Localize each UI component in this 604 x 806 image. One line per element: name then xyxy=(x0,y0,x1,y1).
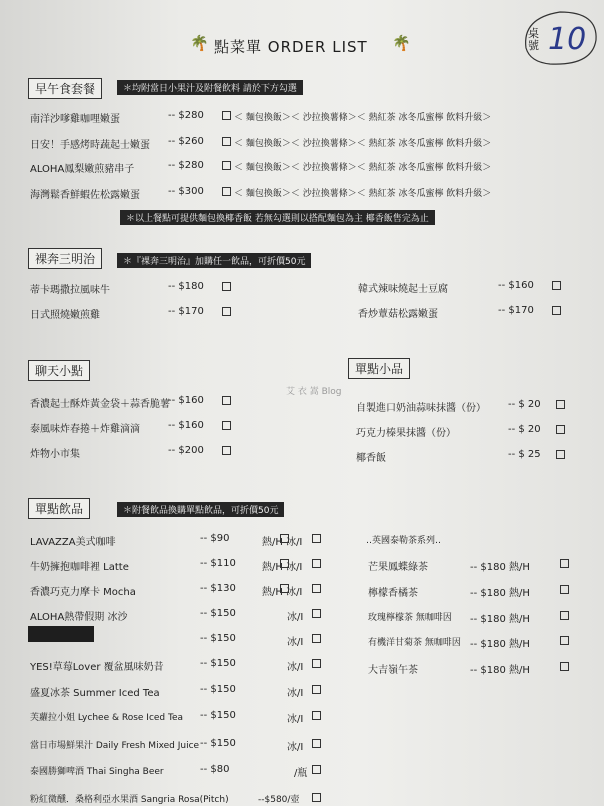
side-item-price: -- $ 20 xyxy=(508,424,541,435)
section-title-brunch: 早午食套餐 xyxy=(28,78,102,99)
brunch-item-checkbox[interactable] xyxy=(222,161,231,170)
drink-item-name: 芙蘿拉小姐 Lychee & Rose Iced Tea xyxy=(30,713,184,723)
brunch-item-name: 南洋沙嗲雞咖哩嫩蛋 xyxy=(30,114,120,125)
palm-icon-left: 🌴 xyxy=(190,34,210,52)
tea-item-price: -- $180 熱/H xyxy=(470,639,530,650)
drink-item-name: YES!草莓Lover 覆盆風味奶昔 xyxy=(30,662,164,673)
drink-item-checkbox[interactable] xyxy=(312,793,321,802)
drink-hot-checkbox[interactable] xyxy=(280,584,289,593)
drink-item-price: -- $150 xyxy=(200,633,236,644)
drink-item-name: 泰國勝獅啤酒 Thai Singha Beer xyxy=(30,767,164,777)
tea-item-name: 玫瑰檸檬茶 無咖啡因 xyxy=(368,613,452,623)
brunch-item-name: ALOHA鳳梨嫩煎豬串子 xyxy=(30,164,135,175)
tea-item-name: 有機洋甘菊茶 無咖啡因 xyxy=(368,638,461,648)
drink-item-price: -- $150 xyxy=(200,658,236,669)
side-item-checkbox[interactable] xyxy=(556,425,565,434)
drink-item-name: 牛奶擁抱咖啡裡 Latte xyxy=(30,562,129,573)
sandwich-item-name: 蒂卡瑪撒拉風味牛 xyxy=(30,285,110,296)
drink-item-name: 香濃巧克力摩卡 Mocha xyxy=(30,587,136,598)
brunch-note: ＊均附當日小果汁及附餐飲料 請於下方勾選 xyxy=(117,80,303,95)
drink-temp-options: 熱/H 冰/I xyxy=(262,562,303,573)
drink-iced-checkbox[interactable] xyxy=(312,534,321,543)
table-label: 桌號 xyxy=(528,27,539,52)
drink-iced-checkbox[interactable] xyxy=(312,584,321,593)
brunch-item-checkbox[interactable] xyxy=(222,187,231,196)
brunch-item-options: ＜ 麵包換飯＞＜ 沙拉換薯條＞＜ 熱紅茶 冰冬瓜蜜檸 飲料升級＞ xyxy=(234,113,492,123)
brunch-item-options: ＜ 麵包換飯＞＜ 沙拉換薯條＞＜ 熱紅茶 冰冬瓜蜜檸 飲料升級＞ xyxy=(234,189,492,199)
tea-item-price: -- $180 熱/H xyxy=(470,665,530,676)
drink-item-price: -- $90 xyxy=(200,533,230,544)
drink-temp-options: 冰/I xyxy=(287,612,304,623)
drink-iced-checkbox[interactable] xyxy=(312,634,321,643)
drink-temp-options: 冰/I xyxy=(287,742,304,753)
drink-iced-checkbox[interactable] xyxy=(312,659,321,668)
tea-item-checkbox[interactable] xyxy=(560,611,569,620)
tea-series-header: ‥英國泰勒茶系列‥ xyxy=(366,536,442,546)
drink-temp-options: 熱/H 冰/I xyxy=(262,537,303,548)
brunch-item-price: -- $300 xyxy=(168,186,204,197)
snack-item-price: -- $200 xyxy=(168,445,204,456)
drink-hot-checkbox[interactable] xyxy=(280,534,289,543)
drink-item-price: -- $150 xyxy=(200,710,236,721)
drink-item-price: -- $150 xyxy=(200,738,236,749)
sandwich-item-checkbox[interactable] xyxy=(552,306,561,315)
sandwich-note: ＊『裸奔三明治』加購任一飲品，可折價50元 xyxy=(117,253,311,268)
sandwich-item-price: -- $170 xyxy=(498,305,534,316)
drink-item-checkbox[interactable] xyxy=(312,765,321,774)
drink-item-name: ALOHA熱帶假期 冰沙 xyxy=(30,612,128,623)
sandwich-item-price: -- $170 xyxy=(168,306,204,317)
drink-item-price: -- $80 xyxy=(200,764,230,775)
side-item-checkbox[interactable] xyxy=(556,450,565,459)
tea-item-price: -- $180 熱/H xyxy=(470,614,530,625)
snack-item-price: -- $160 xyxy=(168,420,204,431)
tea-item-checkbox[interactable] xyxy=(560,662,569,671)
snack-item-price: -- $160 xyxy=(168,395,204,406)
drink-item-name: 粉紅微醺．桑格利亞水果酒 Sangria Rosa(Pitch) xyxy=(30,795,229,805)
tea-item-name: 芒果鳳蝶綠茶 xyxy=(368,562,428,573)
drink-iced-checkbox[interactable] xyxy=(312,685,321,694)
brunch-item-checkbox[interactable] xyxy=(222,111,231,120)
drink-unit: /瓶 xyxy=(294,768,308,779)
section-title-snacks: 聊天小點 xyxy=(28,360,90,381)
drink-iced-checkbox[interactable] xyxy=(312,711,321,720)
brunch-item-options: ＜ 麵包換飯＞＜ 沙拉換薯條＞＜ 熱紅茶 冰冬瓜蜜檸 飲料升級＞ xyxy=(234,163,492,173)
snack-item-checkbox[interactable] xyxy=(222,446,231,455)
tea-item-name: 大吉嶺午茶 xyxy=(368,665,418,676)
side-item-name: 自製進口奶油蒜味抹醬（份） xyxy=(356,403,486,414)
drinks-note: ＊附餐飲品換購單點飲品，可折價50元 xyxy=(117,502,284,517)
drink-item-name: 當日市場鮮果汁 Daily Fresh Mixed Juice xyxy=(30,741,200,751)
brunch-item-price: -- $280 xyxy=(168,110,204,121)
drink-item-price: -- $150 xyxy=(200,608,236,619)
drink-item-name: 盛夏冰茶 Summer Iced Tea xyxy=(30,688,160,699)
brunch-item-name: 日安！手感烤時蔬起士嫩蛋 xyxy=(30,140,150,151)
section-title-sides: 單點小品 xyxy=(348,358,410,379)
drink-item-price: -- $130 xyxy=(200,583,236,594)
page-title: 點菜單 ORDER LIST xyxy=(214,38,368,56)
snack-item-checkbox[interactable] xyxy=(222,396,231,405)
drink-temp-options: 冰/I xyxy=(287,688,304,699)
sandwich-item-price: -- $180 xyxy=(168,281,204,292)
drink-temp-options: 冰/I xyxy=(287,662,304,673)
section-title-sandwich: 裸奔三明治 xyxy=(28,248,102,269)
blog-watermark: 艾 衣 嵩 Blog xyxy=(286,387,342,397)
side-item-checkbox[interactable] xyxy=(556,400,565,409)
drink-item-price: --$580/壺 xyxy=(258,795,300,805)
snack-item-checkbox[interactable] xyxy=(222,421,231,430)
sandwich-item-name: 香炒蕈菇松露嫩蛋 xyxy=(358,309,438,320)
drink-hot-checkbox[interactable] xyxy=(280,559,289,568)
brunch-item-price: -- $280 xyxy=(168,160,204,171)
drink-iced-checkbox[interactable] xyxy=(312,739,321,748)
palm-icon-right: 🌴 xyxy=(392,34,412,52)
sandwich-item-checkbox[interactable] xyxy=(222,307,231,316)
brunch-item-options: ＜ 麵包換飯＞＜ 沙拉換薯條＞＜ 熱紅茶 冰冬瓜蜜檸 飲料升級＞ xyxy=(234,139,492,149)
sandwich-item-price: -- $160 xyxy=(498,280,534,291)
side-item-price: -- $ 25 xyxy=(508,449,541,460)
tea-item-price: -- $180 熱/H xyxy=(470,588,530,599)
side-item-name: 巧克力榛果抹醬（份） xyxy=(356,428,456,439)
brunch-item-price: -- $260 xyxy=(168,136,204,147)
snack-item-name: 泰風味炸春捲＋炸雞滴滴 xyxy=(30,424,140,435)
drink-temp-options: 冰/I xyxy=(287,714,304,725)
side-item-name: 椰香飯 xyxy=(356,453,386,464)
tea-item-name: 檸檬香橘茶 xyxy=(368,588,418,599)
brunch-item-checkbox[interactable] xyxy=(222,137,231,146)
table-number: 10 xyxy=(548,22,587,57)
redacted-drink-name xyxy=(28,626,94,642)
tea-item-price: -- $180 熱/H xyxy=(470,562,530,573)
sandwich-item-name: 日式照燒嫩煎雞 xyxy=(30,310,100,321)
snack-item-name: 香濃起士酥炸黃金袋＋蒜香脆薯 xyxy=(30,399,170,410)
tea-item-checkbox[interactable] xyxy=(560,636,569,645)
tea-item-checkbox[interactable] xyxy=(560,559,569,568)
brunch-footnote: ＊以上餐點可提供麵包換椰香飯 若無勾選則以搭配麵包為主 椰香飯售完為止 xyxy=(120,210,435,225)
drink-item-price: -- $110 xyxy=(200,558,236,569)
drink-temp-options: 熱/H 冰/I xyxy=(262,587,303,598)
drink-item-price: -- $150 xyxy=(200,684,236,695)
section-title-drinks: 單點飲品 xyxy=(28,498,90,519)
brunch-item-name: 海灣鬆香鮮蝦佐松露嫩蛋 xyxy=(30,190,140,201)
drink-iced-checkbox[interactable] xyxy=(312,609,321,618)
sandwich-item-checkbox[interactable] xyxy=(552,281,561,290)
sandwich-item-name: 韓式辣味燒起士豆腐 xyxy=(358,284,448,295)
drink-iced-checkbox[interactable] xyxy=(312,559,321,568)
side-item-price: -- $ 20 xyxy=(508,399,541,410)
drink-temp-options: 冰/I xyxy=(287,637,304,648)
sandwich-item-checkbox[interactable] xyxy=(222,282,231,291)
tea-item-checkbox[interactable] xyxy=(560,585,569,594)
drink-item-name: LAVAZZA美式咖啡 xyxy=(30,537,116,548)
snack-item-name: 炸物小市集 xyxy=(30,449,80,460)
